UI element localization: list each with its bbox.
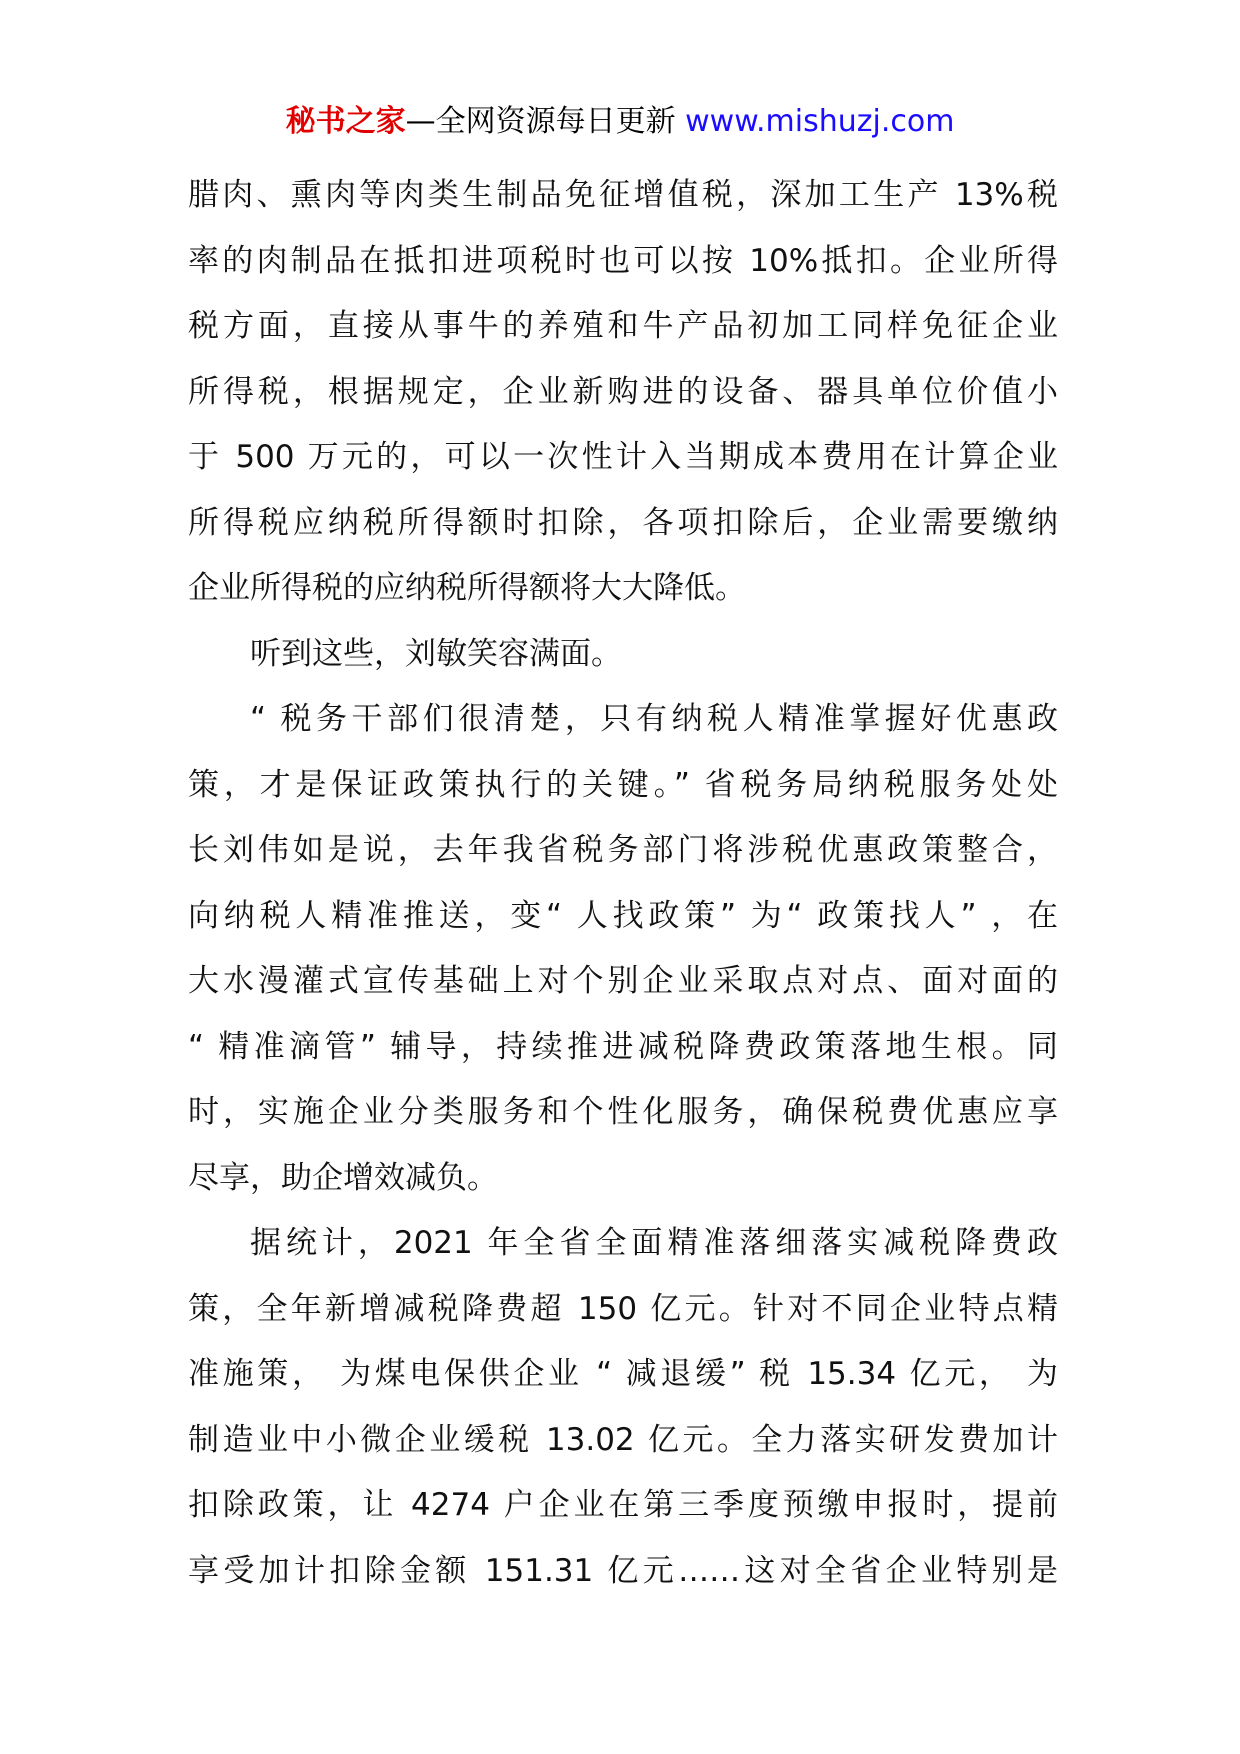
article-body [188,163,1058,1604]
text-line: 时，实施企业分类服务和个性化服务，确保税费优惠应享 [188,1094,1058,1130]
text-line: 大水漫灌式宣传基础上对个别企业采取点对点、面对面的 [188,963,1058,999]
site-url-link[interactable]: www.mishuzj.com [685,104,955,139]
text-line: 腊肉、熏肉等肉类生制品免征增值税，深加工生产 13%税 [188,177,1058,213]
text-line: 所得税，根据规定，企业新购进的设备、器具单位价值小 [188,373,1058,410]
site-slogan: —全网资源每日更新 [405,104,676,139]
text-line: 企业所得税的应纳税所得额将大大降低。 [188,570,746,606]
text-line: 向纳税人精准推送，变“ 人找政策” 为“ 政策找人” ，在 [188,897,1058,934]
text-line: 准施策， 为煤电保供企业 “ 减退缓” 税 15.34 亿元， 为 [188,1356,1058,1392]
text-line: 于 500 万元的，可以一次性计入当期成本费用在计算企业 [188,439,1058,475]
text-line: 据统计，2021 年全省全面精准落细落实减税降费政 [250,1225,1058,1261]
text-line: 策，全年新增减税降费超 150 亿元。针对不同企业特点精 [188,1290,1058,1327]
text-line: 策，才是保证政策执行的关键。” 省税务局纳税服务处处 [188,766,1058,803]
text-line: 享受加计扣除金额 151.31 亿元……这对全省企业特别是 [188,1552,1058,1589]
text-line: 长刘伟如是说，去年我省税务部门将涉税优惠政策整合， [188,832,1058,868]
text-line: 税方面，直接从事牛的养殖和牛产品初加工同样免征企业 [188,308,1058,344]
site-brand: 秘书之家 [285,104,406,139]
text-line: “ 精准滴管” 辅导，持续推进减税降费政策落地生根。同 [188,1028,1058,1065]
text-line: 所得税应纳税所得额时扣除，各项扣除后，企业需要缴纳 [188,504,1058,541]
text-line: 听到这些，刘敏笑容满面。 [250,635,622,672]
text-line: 扣除政策，让 4274 户企业在第三季度预缴申报时，提前 [188,1487,1058,1523]
text-line: 率的肉制品在抵扣进项税时也可以按 10%抵扣。企业所得 [188,242,1058,279]
text-line: 制造业中小微企业缓税 13.02 亿元。全力落实研发费加计 [188,1421,1058,1458]
text-line: “ 税务干部们很清楚，只有纳税人精准掌握好优惠政 [250,701,1058,737]
text-line: 尽享，助企增效减负。 [188,1159,498,1196]
page-header [0,100,1240,144]
